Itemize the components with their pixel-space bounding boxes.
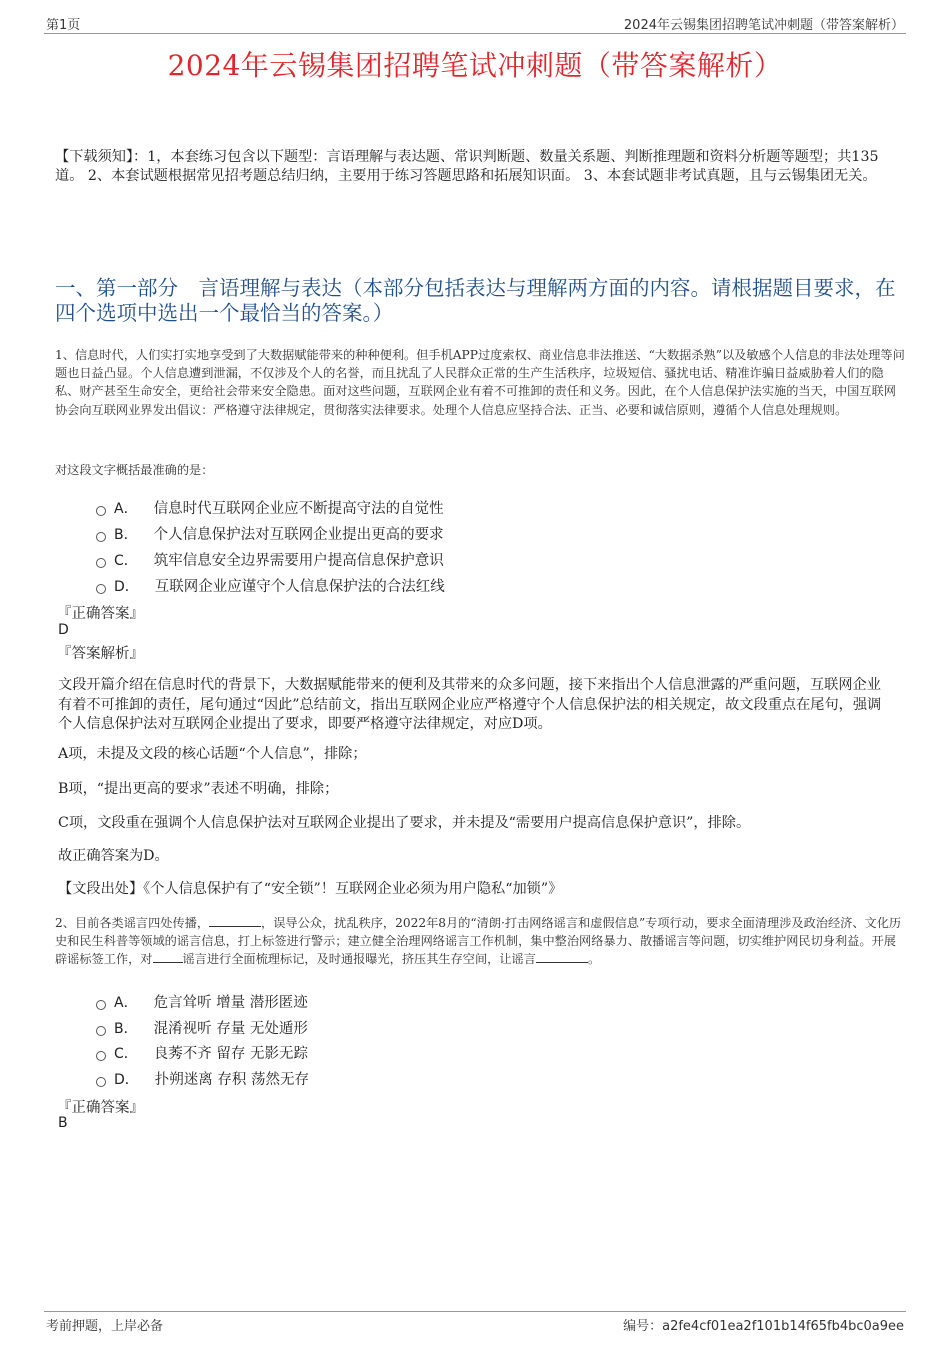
question-1-analysis-c: C项，文段重在强调个人信息保护法对互联网企业提出了要求，并未提及“需要用户提高信息保护意识”，排除。 bbox=[58, 815, 751, 831]
question-1-answer-label: 『正确答案』 bbox=[57, 606, 144, 622]
document-title: 2024年云锡集团招聘笔试冲刺题（带答案解析） bbox=[167, 49, 783, 82]
option-letter: C． bbox=[114, 552, 138, 569]
question-2-text-part: 2、目前各类谣言四处传播， bbox=[55, 916, 210, 930]
question-1-analysis-label: 『答案解析』 bbox=[57, 646, 144, 662]
option-text: 危言耸听 增量 潜形匿迹 bbox=[153, 995, 308, 1011]
download-notice: 【下载须知】：1，本套练习包含以下题型：言语理解与表达题、常识判断题、数量关系题、判断推理题和资料分析题等题型；共135道。 2、本套试题根据常见招考题总结归纳，主要用于练习答题思路和拓展知识面。 3、本套试题非考试真题，且与云锡集团无关。 bbox=[55, 149, 879, 184]
fill-blank bbox=[209, 914, 261, 927]
option-text: 筑牢信息安全边界需要用户提高信息保护意识 bbox=[153, 553, 444, 569]
radio-icon[interactable] bbox=[96, 584, 106, 594]
question-1-analysis-b: B项，“提出更高的要求”表述不明确，排除； bbox=[58, 781, 339, 797]
question-1-text: 1、信息时代，人们实打实地享受到了大数据赋能带来的种种便利。但手机APP过度索权、商业信息非法推送、“大数据杀熟”以及敏感个人信息的非法处理等问题也日益凸显。个人信息遭到泄漏，不仅涉及个人的名誉，而且扰乱了人民群众正常的生产生活秩序，垃圾短信、骚扰电话、精准诈骗日益威胁着人们的隐私、财产甚至生命安全，更给社会带来安全隐患。面对这些问题，互联网企业有着不可推卸的责任和义务。因此，在个人信息保护法实施的当天，中国互联网协会向互联网业界发出倡议：严格遵守法律规定，贯彻落实法律要求。处理个人信息应坚持合法、正当、必要和诚信原则，遵循个人信息处理规则。 bbox=[55, 348, 905, 417]
option-letter: A． bbox=[114, 500, 138, 517]
question-1-analysis-a: A项，未提及文段的核心话题“个人信息”，排除； bbox=[58, 746, 367, 762]
fill-blank bbox=[536, 950, 588, 963]
question-1-option-c[interactable] bbox=[96, 549, 444, 570]
question-1-source: 【文段出处】《个人信息保护有了“安全锁”！互联网企业必须为用户隐私“加锁”》 bbox=[58, 881, 563, 897]
question-2-option-a[interactable] bbox=[96, 991, 308, 1012]
footer-document-id: 编号：a2fe4cf01ea2f101b14f65fb4bc0a9ee bbox=[623, 1319, 904, 1334]
footer-divider bbox=[44, 1311, 906, 1312]
radio-icon[interactable] bbox=[96, 1000, 106, 1010]
option-text: 信息时代互联网企业应不断提高守法的自觉性 bbox=[153, 501, 444, 517]
radio-icon[interactable] bbox=[96, 1026, 106, 1036]
option-text: 互联网企业应谨守个人信息保护法的合法红线 bbox=[154, 579, 445, 595]
option-letter: D． bbox=[114, 1071, 139, 1088]
question-2-answer: B bbox=[58, 1115, 68, 1131]
page-number: 第1页 bbox=[46, 18, 81, 33]
question-1-option-d[interactable] bbox=[96, 575, 445, 596]
option-letter: A． bbox=[114, 994, 138, 1011]
question-1-option-b[interactable] bbox=[96, 523, 444, 544]
option-text: 混淆视听 存量 无处遁形 bbox=[153, 1021, 308, 1037]
option-text: 扑朔迷离 存积 荡然无存 bbox=[154, 1072, 309, 1088]
question-2-option-c[interactable] bbox=[96, 1042, 308, 1063]
radio-icon[interactable] bbox=[96, 506, 106, 516]
header-doc-title: 2024年云锡集团招聘笔试冲刺题（带答案解析） bbox=[623, 18, 904, 33]
radio-icon[interactable] bbox=[96, 1051, 106, 1061]
option-text: 个人信息保护法对互联网企业提出更高的要求 bbox=[153, 527, 444, 543]
question-2-text-part: ，误导公众，扰乱秩序，2022年8月的“清朗·打击网络谣言和虚假信息”专项行动，要求全面清理涉及政治经济、文化历史和民生科普等领域的谣言信息，打上标签进行警示；建立健全治理网络谣言工作机制，集中整治网络暴力、散播谣言等问题，切实维护网民切身利益。开展辟谣标签工作，对 bbox=[55, 916, 902, 967]
question-1-option-a[interactable] bbox=[96, 497, 444, 518]
radio-icon[interactable] bbox=[96, 1077, 106, 1087]
header-divider bbox=[44, 33, 906, 34]
question-1-answer: D bbox=[58, 622, 69, 638]
question-2-option-d[interactable] bbox=[96, 1068, 309, 1089]
question-2-text bbox=[55, 914, 905, 969]
option-letter: B． bbox=[114, 1020, 138, 1037]
radio-icon[interactable] bbox=[96, 558, 106, 568]
section-heading: 一、第一部分 言语理解与表达（本部分包括表达与理解两方面的内容。请根据题目要求，在四个选项中选出一个最恰当的答案。） bbox=[55, 276, 896, 325]
question-2-text-part: 谣言进行全面梳理标记，及时通报曝光，挤压其生存空间，让谣言 bbox=[182, 952, 536, 967]
fill-blank bbox=[153, 950, 183, 963]
question-1-analysis-conclusion: 故正确答案为D。 bbox=[58, 848, 169, 864]
question-1-analysis-summary: 文段开篇介绍在信息时代的背景下，大数据赋能带来的便利及其带来的众多问题，接下来指出个人信息泄露的严重问题，互联网企业有着不可推卸的责任，尾句通过“因此”总结前文，指出互联网企业应严格遵守个人信息保护法的相关规定，故文段重点在尾句，强调个人信息保护法对互联网企业提出了要求，即要严格遵守法律规定，对应D项。 bbox=[58, 677, 882, 732]
option-text: 良莠不齐 留存 无影无踪 bbox=[153, 1046, 308, 1062]
option-letter: D． bbox=[114, 578, 139, 595]
option-letter: B． bbox=[114, 526, 138, 543]
question-2-option-b[interactable] bbox=[96, 1017, 308, 1038]
radio-icon[interactable] bbox=[96, 532, 106, 542]
question-1-prompt: 对这段文字概括最准确的是： bbox=[55, 463, 214, 477]
footer-slogan: 考前押题，上岸必备 bbox=[46, 1319, 164, 1334]
question-2-text-part: 。 bbox=[587, 952, 601, 967]
option-letter: C． bbox=[114, 1045, 138, 1062]
question-2-answer-label: 『正确答案』 bbox=[57, 1100, 144, 1116]
